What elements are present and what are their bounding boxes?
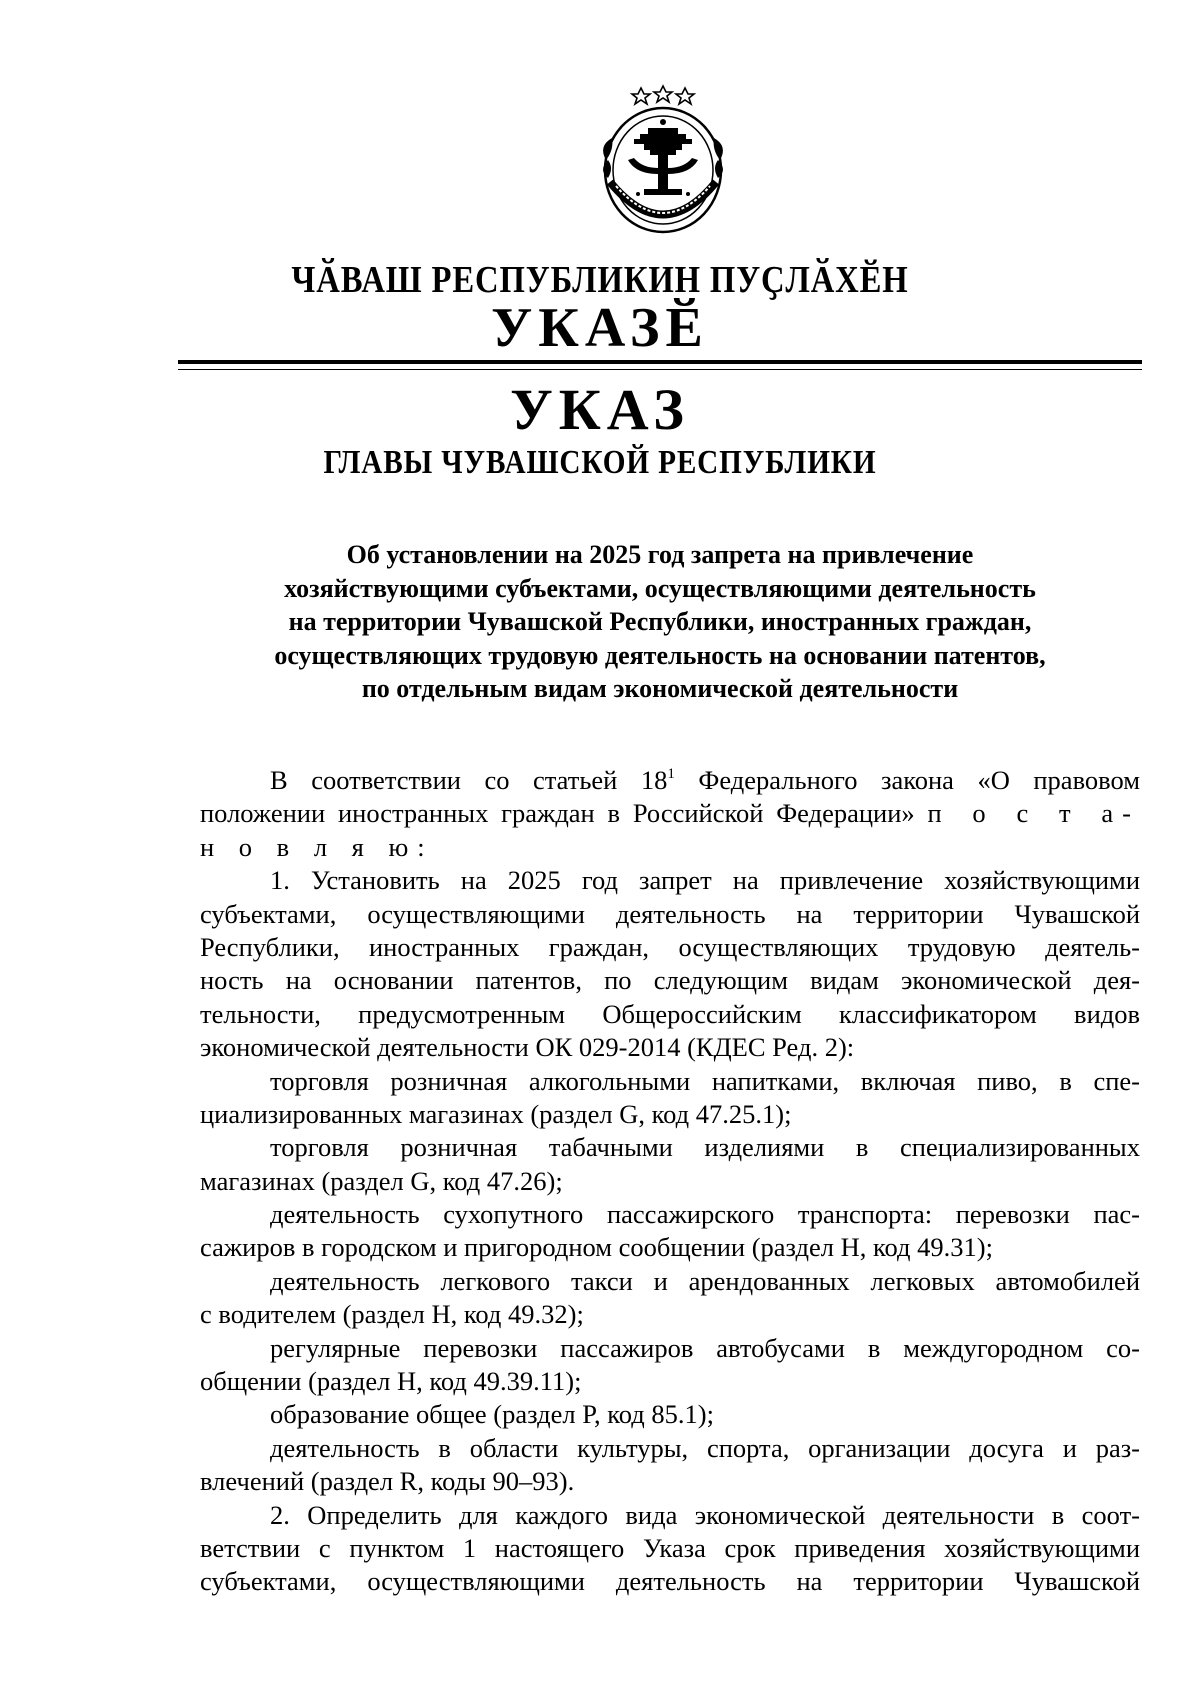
body-line: деятельность сухопутного пассажирского транспорта: перевозки пас-	[270, 1199, 1140, 1230]
body-line: Республики, иностранных граждан, осуществляющих трудовую деятель-	[200, 931, 1140, 962]
body-line: циализированных магазинах (раздел G, код 47.25.1);	[200, 1098, 792, 1129]
body-line: 2. Определить для каждого вида экономической деятельности в соот-	[270, 1499, 1140, 1530]
russian-ukaz-word: УКАЗ	[510, 377, 690, 442]
document-title-line: Об установлении на 2025 год запрета на привлечение	[346, 540, 974, 569]
document-title-line: хозяйствующими субъектами, осуществляющими деятельность	[284, 573, 1036, 603]
body-line: регулярные перевозки пассажиров автобусами в междугородном со-	[270, 1332, 1140, 1363]
body-line: субъектами, осуществляющими деятельность на территории Чувашской	[200, 1566, 1140, 1597]
document-title-line: на территории Чувашской Республики, иностранных граждан,	[288, 607, 1032, 636]
body-line: деятельность в области культуры, спорта, организации досуга и раз-	[270, 1432, 1140, 1463]
russian-header-line: ГЛАВЫ ЧУВАШСКОЙ РЕСПУБЛИКИ	[323, 444, 877, 481]
body-line: сажиров в городском и пригородном сообщении (раздел H, код 49.31);	[200, 1232, 993, 1263]
postanovlyayu-spaced: п о с т а-	[927, 798, 1140, 829]
body-line: влечений (раздел R, коды 90–93).	[200, 1466, 575, 1497]
body-line: торговля розничная алкогольными напитками, включая пиво, в спе-	[270, 1065, 1140, 1096]
chuvash-coat-of-arms-icon	[588, 82, 738, 238]
body-line: экономической деятельности ОК 029-2014 (КДЕС Ред. 2):	[200, 1032, 855, 1063]
body-line-intro: В соответствии со статьей $18^1$ Федерального закона «О правовом	[270, 765, 1140, 795]
body-line: образование общее (раздел P, код 85.1);	[270, 1399, 714, 1430]
body-line-intro-2: положении иностранных граждан в Российской Федерации» п о с т а-	[200, 798, 1140, 829]
body-line: общении (раздел H, код 49.39.11);	[200, 1366, 582, 1397]
body-line: деятельность легкового такси и арендованных легковых автомобилей	[270, 1265, 1140, 1296]
body-line: ветствии с пунктом 1 настоящего Указа срок приведения хозяйствующими	[200, 1532, 1140, 1563]
article-superscript: 1	[667, 766, 675, 782]
header-separator-thick	[178, 360, 1142, 364]
coat-of-arms-emblem	[588, 82, 738, 238]
body-line: с водителем (раздел H, код 49.32);	[200, 1299, 584, 1330]
document-title	[180, 538, 1140, 706]
body-line: тельности, предусмотренным Общероссийским классификатором видов	[200, 998, 1140, 1029]
header-separator-thin	[178, 369, 1142, 370]
body-line: магазинах (раздел G, код 47.26);	[200, 1165, 563, 1196]
body-line: ность на основании патентов, по следующим видам экономической дея-	[200, 965, 1140, 996]
body-lines-container	[200, 864, 1140, 1599]
body-line: 1. Установить на 2025 год запрет на привлечение хозяйствующими	[270, 865, 1140, 896]
body-line: торговля розничная табачными изделиями в специализированных	[270, 1132, 1140, 1163]
document-title-line: по отдельным видам экономической деятельности	[361, 674, 959, 703]
chuvash-ukaz-word: УКАЗӖ	[491, 297, 709, 359]
document-body	[200, 764, 1140, 1599]
document-title-line: осуществляющих трудовую деятельность на основании патентов,	[274, 640, 1046, 670]
chuvash-header-line: ЧӐВАШ РЕСПУБЛИКИН ПУҪЛӐХӖН	[291, 259, 909, 301]
body-line: субъектами, осуществляющими деятельность на территории Чувашской	[200, 898, 1140, 929]
body-line-intro-3: н о в л я ю:	[200, 831, 434, 862]
